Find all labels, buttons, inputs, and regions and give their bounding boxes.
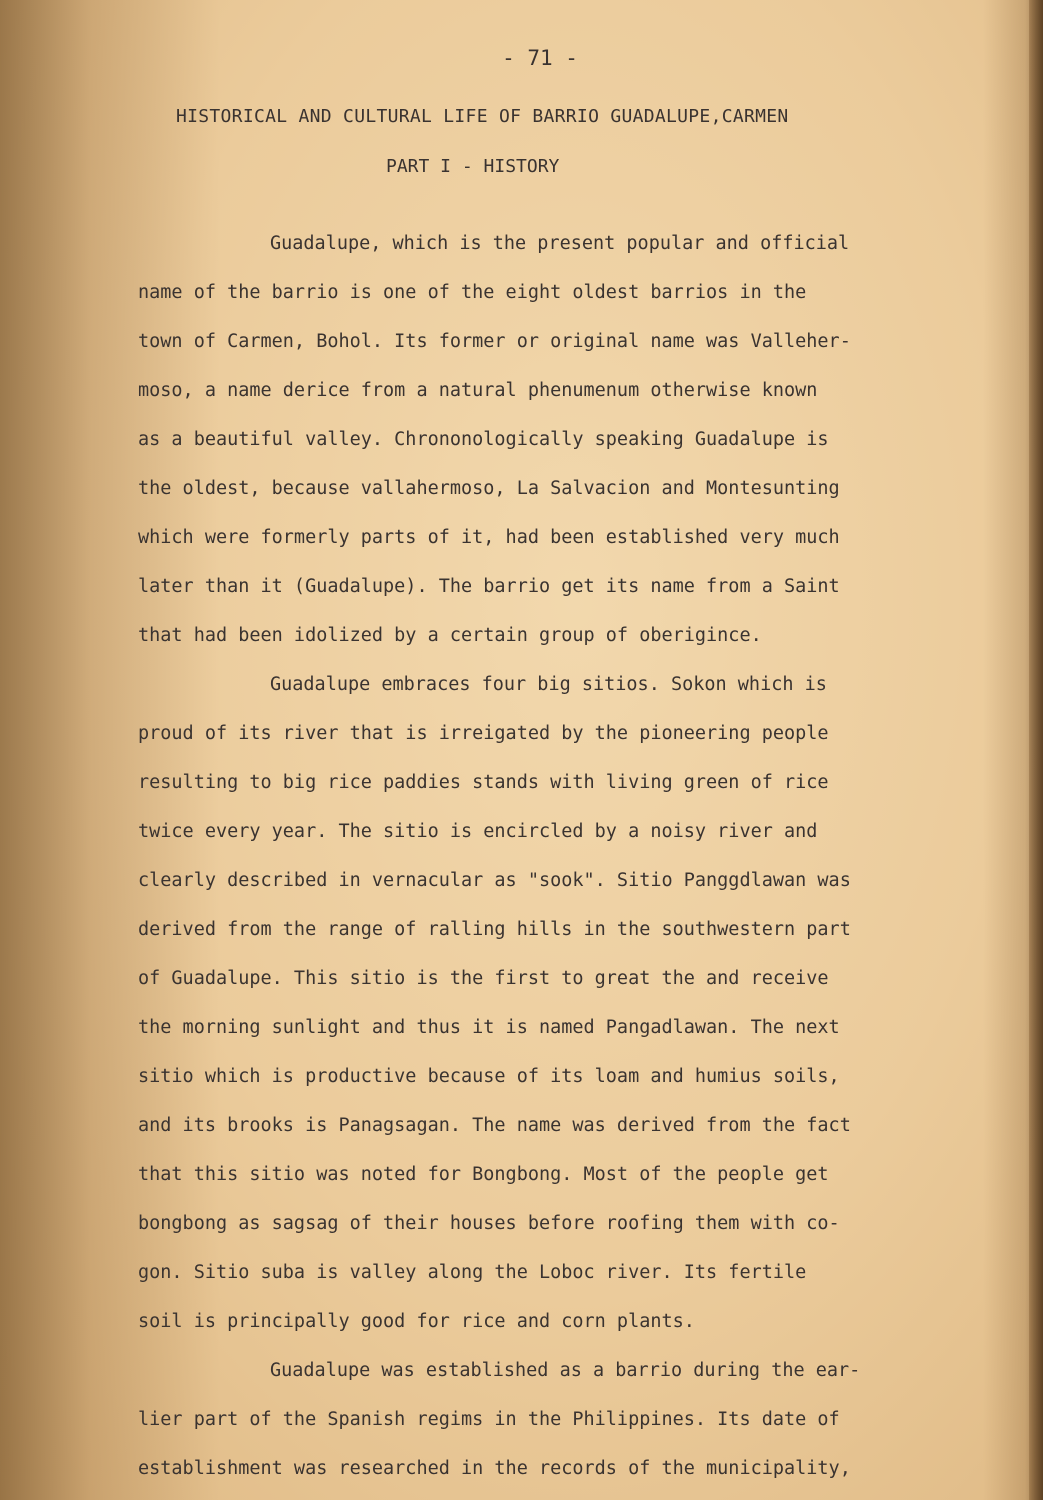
text-line: clearly described in vernacular as "sook". Sitio Panggdlawan was — [138, 870, 851, 891]
text-line: derived from the range of ralling hills in the southwestern part — [138, 919, 851, 940]
section-heading: PART I - HISTORY — [386, 156, 560, 177]
text-line: moso, a name derice from a natural phenumenum otherwise known — [138, 380, 818, 401]
text-line: which were formerly parts of it, had been established very much — [138, 527, 840, 548]
text-line: the oldest, because vallahermoso, La Salvacion and Montesunting — [138, 478, 840, 499]
text-line: and its brooks is Panagsagan. The name was derived from the fact — [138, 1115, 851, 1136]
text-line: lier part of the Spanish regims in the Philippines. Its date of — [138, 1409, 840, 1430]
text-line: establishment was researched in the records of the municipality, — [138, 1458, 851, 1479]
text-line: as a beautiful valley. Chrononologically speaking Guadalupe is — [138, 429, 829, 450]
text-line: town of Carmen, Bohol. Its former or original name was Valleher- — [138, 331, 851, 352]
text-line: resulting to big rice paddies stands with living green of rice — [138, 772, 829, 793]
page-edge-shadow — [1029, 0, 1043, 1500]
page-number: - 71 - — [502, 46, 578, 70]
text-line: Guadalupe was established as a barrio during the ear- — [270, 1360, 861, 1381]
text-line: twice every year. The sitio is encircled by a noisy river and — [138, 821, 818, 842]
text-line: that this sitio was noted for Bongbong. Most of the people get — [138, 1164, 829, 1185]
text-line: Guadalupe, which is the present popular and official — [270, 233, 850, 254]
text-line: bongbong as sagsag of their houses before roofing them with co- — [138, 1213, 840, 1234]
page-title: HISTORICAL AND CULTURAL LIFE OF BARRIO GUADALUPE,CARMEN — [176, 106, 789, 127]
text-line: later than it (Guadalupe). The barrio get its name from a Saint — [138, 576, 840, 597]
text-line: soil is principally good for rice and corn plants. — [138, 1311, 695, 1332]
text-line: proud of its river that is irreigated by the pioneering people — [138, 723, 829, 744]
text-line: name of the barrio is one of the eight oldest barrios in the — [138, 282, 807, 303]
text-line: the morning sunlight and thus it is named Pangadlawan. The next — [138, 1017, 840, 1038]
text-line: Guadalupe embraces four big sitios. Sokon which is — [270, 674, 827, 695]
text-line: of Guadalupe. This sitio is the first to great the and receive — [138, 968, 829, 989]
text-line: that had been idolized by a certain group of oberigince. — [138, 625, 762, 646]
text-line: gon. Sitio suba is valley along the Loboc river. Its fertile — [138, 1262, 807, 1283]
text-line: sitio which is productive because of its loam and humius soils, — [138, 1066, 840, 1087]
